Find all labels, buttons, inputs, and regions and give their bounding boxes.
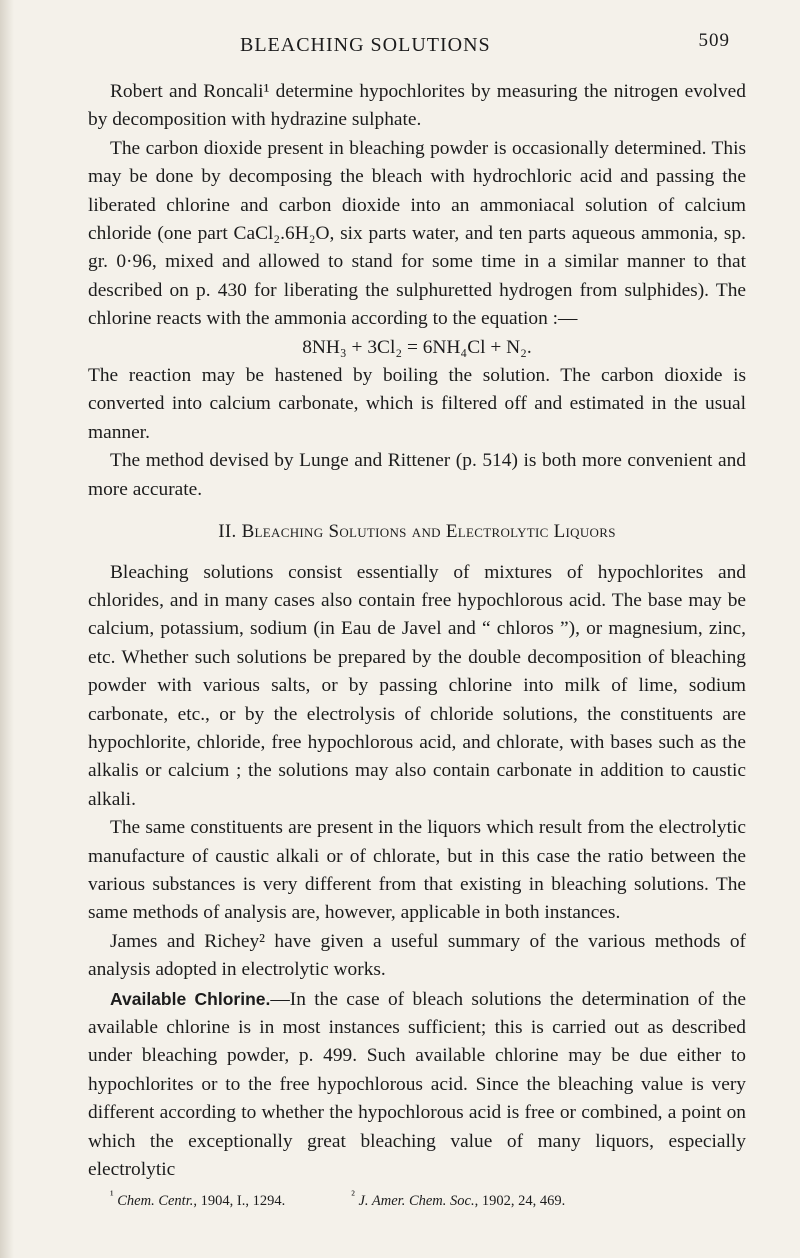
paragraph-carbon-dioxide: The carbon dioxide present in bleaching powder is occasionally determined. This may be done by decomposing the bleach with hydrochloric acid and passing the liberated chlorine and carbon dioxide into an ammoniacal solution of calcium chloride (one part CaCl₂.6H₂O, six parts water, and ten parts aqueous ammonia, sp. gr. 0·96, mixed and allowed to stand for some time in a similar manner to that described on p. 430 for liberating the sulphuretted hydrogen from sulphides). The chlorine reacts with the ammonia according to the equation :— [88,137,746,330]
footnote-1-detail: , 1904, I., 1294. [193,1193,286,1210]
paragraph-electrolytic-liquors: The same constituents are present in the liquors which result from the electrolytic manufacture of caustic alkali or of chlorate, but in this case the ratio between the various substances is very different from that existing in bleaching solutions. The same methods of analysis are, however, applicable in both instances. [88,817,746,924]
page-number: 509 [698,30,730,51]
paragraph-james-richey: James and Richey² have given a useful summary of the various methods of analysis adopted in electrolytic works. [88,930,746,981]
paragraph-robert-roncali: Robert and Roncali¹ determine hypochlorites by measuring the nitrogen evolved by decomposition with hydrazine sulphate. [88,81,746,131]
page-gutter-shadow [0,0,14,1258]
running-title: BLEACHING SOLUTIONS [240,34,491,56]
footnote-2: $^{^2}$ J. Amer. Chem. Soc., 1902, 24, 469. [351,1188,566,1210]
footnote-2-detail: , 1902, 24, 469. [474,1193,566,1210]
run-in-heading: Available Chlorine. [110,988,271,1009]
paragraph-available-chlorine [88,985,746,1185]
footnote-1: $^{^1}$ Chem. Centr., 1904, I., 1294. [110,1188,286,1210]
page-header [90,30,730,64]
paragraph-available-chlorine-text: —In the case of bleach solutions the determination of the available chlorine is in most instances sufficient; this is carried out as described under bleaching powder, p. 499. Such available chlorine may be due either to hypochlorites or to the free hypochlorous acid. Since the bleaching value is very different according to whether the hypochlorous acid is free or combined, a point on which the exceptionally great bleaching value of many liquors, especially electrolytic [88,988,746,1181]
footnote-1-source: Chem. Centr. [117,1193,194,1210]
paragraph-reaction: The reaction may be hastened by boiling the solution. The carbon dioxide is converted into calcium carbonate, which is filtered off and estimated in the usual manner. [88,365,746,443]
paragraph-bleaching-solutions: Bleaching solutions consist essentially of mixtures of hypochlorites and chlorides, and in many cases also contain free hypochlorous acid. The base may be calcium, potassium, sodium (in Eau de Javel and “ chloros ”), or magnesium, zinc, etc. Whether such solutions be prepared by the double decomposition of bleaching powder with various salts, or by passing chlorine into milk of lime, sodium carbonate, etc., or by the electrolysis of chloride solutions, the constituents are hypochlorite, chloride, free hypochlorous acid, and chlorate, with bases such as the alkalis or calcium ; the solutions may also contain carbonate in addition to caustic alkali. [88,561,746,810]
paragraph-lunge-rittener: The method devised by Lunge and Rittener (p. 514) is both more convenient and more accurate. [88,450,746,500]
footnote-2-source: J. Amer. Chem. Soc. [358,1193,475,1210]
page-body [88,78,746,1210]
chemical-equation: 8NH₃ + 3Cl₂ = 6NH₄Cl + N₂. [302,336,532,358]
footnotes [88,1186,746,1210]
section-heading: II. Bleaching Solutions and Electrolytic Liquors [218,521,616,543]
